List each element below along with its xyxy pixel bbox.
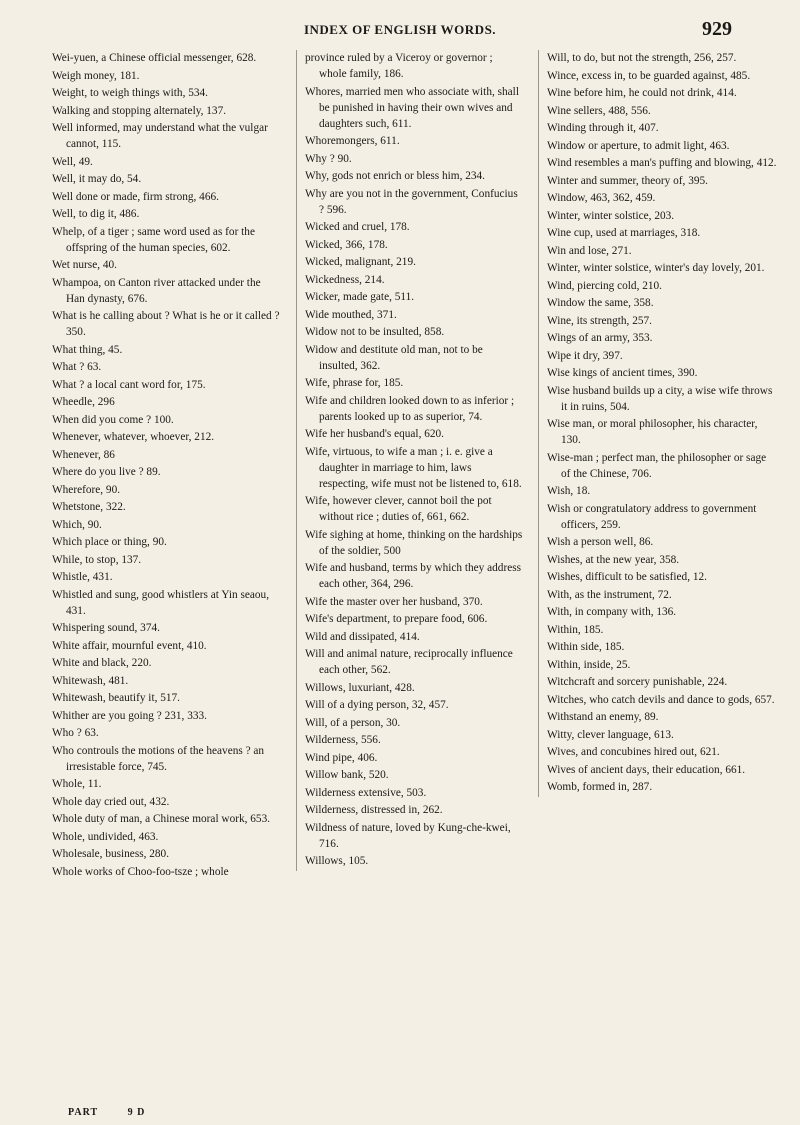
index-entry: Wise kings of ancient times, 390. (547, 367, 698, 379)
index-entry: Withstand an enemy, 89. (547, 711, 659, 723)
index-entry: Womb, formed in, 287. (547, 781, 653, 793)
index-entry: Wife, virtuous, to wife a man ; i. e. give a daughter in marriage to him, laws respecting, wife must not be listened to, 618. (305, 445, 522, 490)
index-entry: Wise-man ; perfect man, the philosopher or sage of the Chinese, 706. (547, 451, 767, 480)
index-entry: Who controuls the motions of the heavens ? an irresistable force, 745. (52, 744, 265, 773)
index-entry: Wine cup, used at marriages, 318. (547, 227, 701, 239)
index-entry: Wind resembles a man's puffing and blowing, 412. (547, 157, 777, 169)
index-entry: Well done or made, firm strong, 466. (52, 190, 219, 203)
index-entry: Whole duty of man, a Chinese moral work, 653. (52, 813, 271, 825)
index-entry: When did you come ? 100. (52, 413, 174, 426)
index-entry: Wind pipe, 406. (305, 751, 378, 764)
index-entry: Well, to dig it, 486. (52, 208, 140, 220)
index-entry: Wild and dissipated, 414. (305, 630, 420, 643)
index-entry: Winter, winter solstice, 203. (547, 209, 675, 222)
index-entry: Whitewash, beautify it, 517. (52, 692, 181, 704)
index-entry: Will and animal nature, reciprocally influence each other, 562. (305, 648, 513, 676)
index-entry: Wine sellers, 488, 556. (547, 104, 651, 117)
index-entry: Witchcraft and sorcery punishable, 224. (547, 676, 728, 688)
index-entry: Whenever, 86 (52, 448, 115, 461)
index-entry: province ruled by a Viceroy or governor ; whole family, 186. (305, 52, 493, 80)
index-entry: Wicked, 366, 178. (305, 238, 388, 251)
index-entry: Wine before him, he could not drink, 414. (547, 87, 737, 99)
index-entry: Widow not to be insulted, 858. (305, 326, 445, 338)
index-entry: Wives, and concubines hired out, 621. (547, 746, 720, 758)
index-entry: Win and lose, 271. (547, 244, 632, 257)
index-entry: Wise man, or moral philosopher, his character, 130. (547, 418, 758, 446)
index-entry: Will, to do, but not the strength, 256, 257. (547, 52, 737, 64)
index-entry: Wife and husband, terms by which they address each other, 364, 296. (305, 562, 522, 590)
index-entry: Wife her husband's equal, 620. (305, 428, 444, 440)
index-entry: Wherefore, 90. (52, 483, 121, 496)
index-column-1 (52, 50, 280, 881)
index-entry: Well, it may do, 54. (52, 173, 142, 185)
index-entry: Willows, luxuriant, 428. (305, 681, 415, 694)
index-column-2 (296, 50, 523, 871)
index-entry: Whoremongers, 611. (305, 135, 400, 147)
index-entry: Window the same, 358. (547, 297, 654, 309)
index-entry: Wings of an army, 353. (547, 332, 653, 344)
index-column-3 (538, 50, 777, 797)
index-entry: Which, 90. (52, 518, 102, 531)
index-entry: Wince, excess in, to be guarded against, 485. (547, 69, 751, 82)
index-entry: What ? a local cant word for, 175. (52, 378, 206, 391)
index-entry: Willow bank, 520. (305, 769, 389, 781)
running-head: INDEX OF ENGLISH WORDS. (303, 22, 497, 37)
index-entry: Wilderness, 556. (305, 734, 381, 746)
index-entry: Whelp, of a tiger ; same word used as for the offspring of the human species, 602. (52, 225, 255, 254)
index-entry: Weight, to weigh things with, 534. (52, 87, 208, 99)
index-entry: Winding through it, 407. (547, 122, 659, 134)
index-entry: Wildness of nature, loved by Kung-che-kwei, 716. (305, 821, 511, 850)
index-entry: Wish or congratulatory address to government officers, 259. (547, 502, 757, 531)
index-entry: With, as the instrument, 72. (547, 588, 672, 601)
index-entry: Wife the master over her husband, 370. (305, 595, 483, 608)
index-entry: Whistled and sung, good whistlers at Yin seaou, 431. (52, 588, 270, 617)
index-entry: Winter, winter solstice, winter's day lovely, 201. (547, 262, 765, 274)
index-entry: Wilderness, distressed in, 262. (305, 804, 443, 816)
index-entry: Well, 49. (52, 155, 93, 168)
index-entry: Will of a dying person, 32, 457. (305, 699, 449, 711)
index-entry: Within, 185. (547, 623, 604, 636)
index-entry: Wicker, made gate, 511. (305, 291, 415, 303)
index-entry: Widow and destitute old man, not to be insulted, 362. (305, 343, 483, 372)
index-entry: Wise husband builds up a city, a wise wife throws it in ruins, 504. (547, 384, 773, 413)
index-entry: Whispering sound, 374. (52, 622, 160, 634)
index-entry: Why ? 90. (305, 152, 352, 165)
index-entry: Wilderness extensive, 503. (305, 786, 427, 799)
index-entry: Whenever, whatever, whoever, 212. (52, 431, 215, 443)
index-entry: Whitewash, 481. (52, 674, 129, 687)
index-entry: Wish, 18. (547, 485, 591, 497)
index-entry: Wives of ancient days, their education, 661. (547, 763, 746, 776)
index-entry: Wicked and cruel, 178. (305, 221, 410, 233)
index-entry: Wife sighing at home, thinking on the hardships of the soldier, 500 (305, 528, 523, 557)
index-entry: Wishes, at the new year, 358. (547, 553, 680, 566)
index-entry: Witches, who catch devils and dance to gods, 657. (547, 693, 775, 706)
index-entry: Witty, clever language, 613. (547, 728, 674, 741)
index-entry: Wickedness, 214. (305, 273, 385, 286)
index-entry: Where do you live ? 89. (52, 466, 161, 478)
index-entry: Who ? 63. (52, 727, 99, 739)
index-entry: Whole works of Choo-foo-tsze ; whole (52, 865, 229, 878)
index-entry: Window, 463, 362, 459. (547, 192, 656, 204)
index-entry: While, to stop, 137. (52, 553, 142, 566)
index-entry: Which place or thing, 90. (52, 536, 167, 548)
index-entry: Wipe it dry, 397. (547, 349, 623, 362)
index-entry: Window or aperture, to admit light, 463. (547, 139, 730, 152)
index-entry: Whampoa, on Canton river attacked under the Han dynasty, 676. (52, 276, 261, 305)
index-entry: Weigh money, 181. (52, 69, 140, 82)
index-entry: Within side, 185. (547, 641, 625, 653)
index-entry: Whole, 11. (52, 778, 102, 790)
index-entry: Whistle, 431. (52, 571, 113, 583)
signature-part-label: PART (68, 1107, 99, 1118)
index-entry: White affair, mournful event, 410. (52, 639, 207, 652)
index-entry: Whetstone, 322. (52, 501, 126, 513)
index-entry: Whores, married men who associate with, shall be punished in having their own wives and daughters such, 611. (305, 85, 519, 130)
index-entry: Why are you not in the government, Confucius ? 596. (305, 187, 518, 216)
index-entry: Wishes, difficult to be satisfied, 12. (547, 571, 707, 583)
index-entry: Wind, piercing cold, 210. (547, 279, 662, 292)
index-entry: Wife, however clever, cannot boil the pot without rice ; duties of, 661, 662. (305, 495, 492, 523)
index-entry: Wheedle, 296 (52, 396, 115, 408)
index-entry: Wet nurse, 40. (52, 259, 117, 271)
index-entry: Whole, undivided, 463. (52, 830, 159, 843)
index-entry: Wife and children looked down to as inferior ; parents looked up to as superior, 74. (305, 394, 515, 423)
index-entry: Winter and summer, theory of, 395. (547, 174, 708, 187)
index-entry: Wish a person well, 86. (547, 536, 654, 548)
index-entry: Why, gods not enrich or bless him, 234. (305, 170, 485, 182)
page-number: 929 (702, 18, 732, 40)
index-entry: White and black, 220. (52, 657, 152, 669)
index-entry: Walking and stopping alternately, 137. (52, 104, 227, 117)
index-entry: Wei-yuen, a Chinese official messenger, 628. (52, 52, 257, 64)
index-entry: Wife's department, to prepare food, 606. (305, 613, 488, 625)
index-entry: Will, of a person, 30. (305, 716, 401, 729)
index-entry: What is he calling about ? What is he or it called ? 350. (52, 310, 280, 338)
index-entry: Willows, 105. (305, 855, 369, 867)
index-entry: Wide mouthed, 371. (305, 308, 397, 321)
index-entry: Well informed, may understand what the vulgar cannot, 115. (52, 122, 268, 150)
signature-number: 9 D (127, 1107, 146, 1118)
index-entry: What thing, 45. (52, 343, 123, 356)
index-entry: Whither are you going ? 231, 333. (52, 709, 207, 722)
index-entry: What ? 63. (52, 361, 102, 373)
index-entry: Wicked, malignant, 219. (305, 256, 416, 268)
signature-mark (68, 1107, 171, 1118)
index-entry: Within, inside, 25. (547, 658, 631, 671)
index-entry: Wine, its strength, 257. (547, 314, 652, 327)
index-entry: Wife, phrase for, 185. (305, 377, 404, 389)
index-entry: Whole day cried out, 432. (52, 795, 170, 808)
index-entry: With, in company with, 136. (547, 606, 677, 618)
index-entry: Wholesale, business, 280. (52, 848, 170, 860)
